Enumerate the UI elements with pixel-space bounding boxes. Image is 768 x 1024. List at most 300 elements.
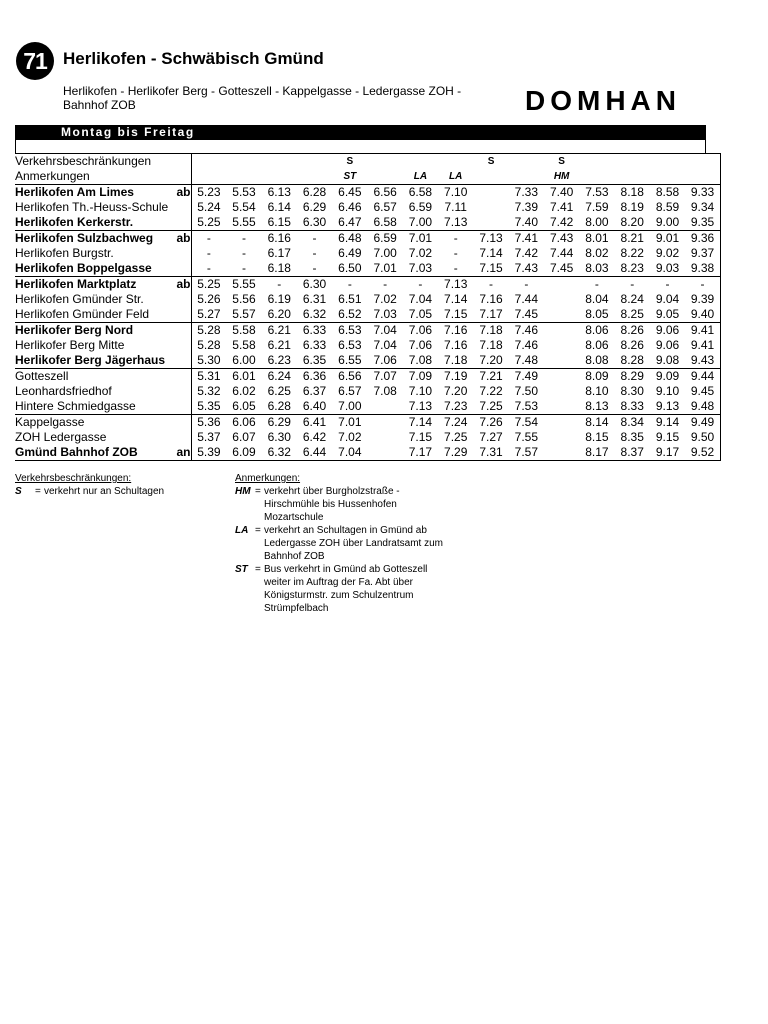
departure-time: 6.23 [267,353,291,367]
departure-time [544,353,579,369]
departure-time: 7.55 [514,430,538,444]
notes-row-cell [685,169,720,185]
departure-arrival-marker [176,246,191,261]
departure-time: 8.05 [585,307,609,321]
departure-time: 6.44 [297,445,332,461]
departure-time: 7.20 [479,353,503,367]
stop-name: Herlikofen Marktplatz [15,277,176,293]
departure-time: 6.15 [267,215,291,229]
departure-time: - [650,277,685,293]
stop-name: Herlikofer Berg Mitte [15,338,125,352]
departure-time: 7.13 [438,277,473,293]
departure-time: 9.02 [655,246,680,260]
departure-time: 5.56 [232,292,256,306]
stop-name: Herlikofen Kerkerstr. [15,215,134,229]
departure-time: 6.32 [262,445,297,461]
departure-time: 8.58 [650,185,685,201]
departure-arrival-marker [176,338,191,353]
departure-time: 7.05 [408,307,433,321]
departure-time: 6.13 [262,185,297,201]
departure-time: 9.06 [655,338,680,352]
departure-time: 6.50 [338,261,362,275]
departure-time: 7.42 [514,246,538,260]
departure-time: 6.17 [267,246,291,260]
departure-time: 7.45 [549,261,574,275]
note-legend-text: Bus verkehrt in Gmünd ab Gotteszell weiter im Auftrag der Fa. Abt über Königsturmstr. zum Schulzentrum Strümpfelbach [264,564,428,614]
departure-time: - [453,246,458,260]
departure-arrival-marker [176,430,191,445]
restrictions-row-cell [297,154,332,170]
restrictions-row-cell [650,154,685,170]
restrictions-row-cell [509,154,544,170]
departure-time: 9.37 [685,246,720,261]
departure-time: 6.51 [338,292,362,306]
stop-name: ZOH Ledergasse [15,430,107,444]
note-legend-key: LA [235,525,249,536]
departure-time: 9.45 [685,384,720,399]
stop-name: Gmünd Bahnhof ZOB [15,445,176,461]
departure-time: 9.03 [655,261,680,275]
table-row [15,307,720,323]
departure-time: 7.16 [444,338,468,352]
departure-time: 7.09 [403,369,438,385]
restrictions-row-cell: S [544,154,579,170]
departure-time [544,277,579,293]
departure-time [544,415,579,431]
departure-time: 9.44 [685,369,720,385]
stop-name: Herlikofer Berg Jägerhaus [15,353,166,367]
departure-time: 9.52 [685,445,720,461]
departure-time: 8.06 [579,323,614,339]
departure-arrival-marker [176,261,191,277]
departure-time: 6.16 [262,231,297,247]
note-legend-entry [235,563,465,615]
restrictions-row-cell [226,154,261,170]
stop-name: Herlikofen Gmünder Str. [15,292,144,306]
table-row [15,445,720,461]
notes-legend [235,472,465,615]
stop-name: Herlikofen Am Limes [15,185,176,201]
restrictions-legend [15,472,234,498]
table-row [15,277,720,293]
departure-time: 6.52 [338,307,362,321]
departure-time: 7.08 [373,384,397,398]
note-legend-equals: = [255,564,261,575]
departure-time: 6.46 [338,200,362,214]
departure-time: 6.58 [403,185,438,201]
departure-time: 5.24 [197,200,221,214]
departure-time: 9.36 [685,231,720,247]
departure-time: - [579,277,614,293]
departure-time: 6.56 [332,369,367,385]
departure-time: 7.14 [444,292,468,306]
departure-time: 9.38 [685,261,720,277]
departure-time: 9.41 [685,323,720,339]
departure-time: 6.57 [373,200,397,214]
departure-time: 6.06 [226,415,261,431]
departure-time: 8.23 [620,261,644,275]
departure-time: 7.24 [438,415,473,431]
departure-time: 5.35 [197,399,221,413]
table-row [15,353,720,369]
restrictions-legend-title: Verkehrsbeschränkungen: [15,473,132,484]
departure-time: 7.57 [509,445,544,461]
departure-time: 6.59 [367,231,402,247]
departure-time: 8.35 [620,430,644,444]
departure-time: - [367,277,402,293]
departure-time: - [473,277,508,293]
departure-time: 7.46 [509,323,544,339]
departure-time [367,430,402,445]
departure-time: 9.13 [655,399,680,413]
departure-time: 7.40 [544,185,579,201]
departure-time: 6.41 [297,415,332,431]
departure-time: 6.30 [267,430,291,444]
departure-arrival-marker [176,323,191,339]
departure-time: 9.40 [685,307,720,323]
departure-time: 5.53 [226,185,261,201]
departure-time: - [403,277,438,293]
departure-time: 9.01 [650,231,685,247]
departure-time: 6.00 [232,353,256,367]
note-legend-key: HM [235,486,251,497]
restrictions-row-cell [403,154,438,170]
departure-time [367,445,402,461]
departure-time: 8.19 [620,200,644,214]
departure-time: 6.05 [232,399,256,413]
notes-row-cell [262,169,297,185]
departure-arrival-marker [176,215,191,231]
departure-time: 8.37 [615,445,650,461]
departure-time: 8.01 [579,231,614,247]
route-stops-line-1: Herlikofen - Herlikofer Berg - Gotteszell - Kappelgasse - Ledergasse ZOH - [63,84,462,98]
departure-time: 5.25 [197,215,221,229]
departure-time: 7.53 [579,185,614,201]
departure-time: - [615,277,650,293]
departure-time [544,307,579,323]
departure-arrival-marker [176,415,191,431]
departure-time: 9.48 [685,399,720,415]
departure-time: 7.13 [408,399,433,413]
departure-time: - [191,231,226,247]
operator-logo: DOMHAN [525,85,681,116]
table-row [15,185,720,201]
departure-time: 6.09 [226,445,261,461]
table-row [15,430,720,445]
departure-time: 5.27 [197,307,221,321]
departure-time [367,415,402,431]
route-stops-description [63,84,503,112]
restrictions-row-spacer [176,154,191,170]
departure-time [544,323,579,339]
departure-time: 6.25 [267,384,291,398]
departure-arrival-marker [176,369,191,385]
departure-time: 7.07 [367,369,402,385]
departure-time: 6.29 [302,200,327,214]
departure-time: 6.40 [302,399,327,413]
departure-time: 9.00 [655,215,680,229]
departure-time: 8.02 [585,246,609,260]
departure-time: 6.28 [267,399,291,413]
departure-time [473,200,508,215]
departure-time [544,338,579,353]
notes-row-cell: ST [343,171,357,182]
departure-time: 9.08 [655,353,680,367]
departure-time: 6.59 [408,200,433,214]
notes-row-cell [473,169,508,185]
departure-time: 7.25 [444,430,468,444]
departure-time: 6.53 [332,323,367,339]
table-row [15,246,720,261]
departure-time: 7.04 [332,445,367,461]
departure-time: 7.00 [408,215,433,229]
note-legend-key: ST [235,564,248,575]
departure-time: 6.58 [373,215,397,229]
departure-time: 7.16 [438,323,473,339]
departure-time: 9.15 [655,430,680,444]
day-band: Montag bis Freitag [15,125,706,140]
departure-time: 7.01 [373,261,397,275]
stop-name: Hintere Schmiedgasse [15,399,136,413]
departure-time: 6.45 [332,185,367,201]
departure-time: 7.01 [403,231,438,247]
stop-name: Herlikofen Boppelgasse [15,261,152,275]
stop-name: Gotteszell [15,369,176,385]
restriction-legend-entry [15,485,234,498]
route-stops-line-2: Bahnhof ZOB [63,98,136,112]
departure-time: - [312,246,317,260]
departure-time: 5.32 [197,384,221,398]
table-row [15,215,720,231]
departure-time: 7.15 [408,430,433,444]
departure-time: 6.32 [302,307,327,321]
departure-time: 7.00 [338,399,362,413]
departure-time: 7.54 [509,415,544,431]
restrictions-row-cell [685,154,720,170]
table-row [15,231,720,247]
departure-time [367,399,402,415]
departure-time: 7.49 [509,369,544,385]
notes-row-label: Anmerkungen [15,169,90,183]
departure-time: 6.47 [338,215,362,229]
note-legend-equals: = [255,486,261,497]
notes-row-cell [367,169,402,185]
departure-time [544,369,579,385]
departure-time: 8.59 [655,200,680,214]
departure-time: 7.04 [367,323,402,339]
departure-arrival-marker [176,292,191,307]
departure-time: 8.17 [579,445,614,461]
departure-time: 7.40 [514,215,538,229]
departure-time: 6.53 [338,338,362,352]
departure-time: 8.08 [585,353,609,367]
departure-time: 7.27 [479,430,503,444]
departure-time: 6.56 [367,185,402,201]
table-row [15,323,720,339]
departure-time: 6.57 [338,384,362,398]
restrictions-row-cell [367,154,402,170]
restrictions-row-cell [262,154,297,170]
departure-time: 7.06 [373,353,397,367]
departure-time: 8.15 [585,430,609,444]
departure-time: 6.33 [297,323,332,339]
departure-time: 7.17 [479,307,503,321]
departure-time: 7.29 [438,445,473,461]
departure-time: - [241,261,246,275]
departure-time: 8.18 [615,185,650,201]
departure-time: 7.13 [473,231,508,247]
departure-time: 6.18 [267,261,291,275]
timetable [15,153,721,461]
departure-time: 7.50 [514,384,538,398]
departure-time: 6.24 [262,369,297,385]
departure-time: 6.29 [262,415,297,431]
departure-time: 7.22 [479,384,503,398]
departure-time: 7.43 [544,231,579,247]
departure-time: 6.14 [267,200,291,214]
departure-time: 7.03 [373,307,397,321]
departure-time: 8.14 [579,415,614,431]
departure-time: 8.00 [585,215,609,229]
departure-time: 6.07 [232,430,256,444]
departure-time: 6.21 [267,338,291,352]
departure-time: 8.34 [615,415,650,431]
departure-time: 5.23 [191,185,226,201]
departure-time [473,185,508,201]
departure-time: 7.20 [444,384,468,398]
departure-time: 7.21 [473,369,508,385]
departure-time: 6.20 [267,307,291,321]
departure-time: 5.28 [191,323,226,339]
departure-time [544,430,579,445]
departure-time: 7.18 [479,338,503,352]
departure-time: 7.02 [338,430,362,444]
departure-time: - [332,277,367,293]
departure-time: 9.05 [655,307,680,321]
departure-time: 7.10 [408,384,433,398]
notes-row [15,169,720,185]
departure-time: 7.08 [408,353,433,367]
departure-time: 9.34 [685,200,720,215]
departure-time: 7.18 [444,353,468,367]
stop-name: Herlikofen Sulzbachweg [15,231,176,247]
restriction-legend-text: verkehrt nur an Schultagen [44,486,165,497]
departure-time: 8.10 [585,384,609,398]
table-row [15,399,720,415]
notes-row-cell: LA [449,171,463,182]
departure-time: - [206,246,211,260]
notes-legend-title: Anmerkungen: [235,473,301,484]
departure-time: 7.17 [403,445,438,461]
departure-time: 5.57 [232,307,256,321]
departure-arrival-marker [176,307,191,323]
restrictions-row [15,154,720,170]
departure-time: 7.42 [549,215,574,229]
departure-time: 7.16 [479,292,503,306]
departure-time: 6.35 [302,353,327,367]
departure-time: 7.33 [509,185,544,201]
departure-time: 7.53 [514,399,538,413]
departure-arrival-marker [176,353,191,369]
stop-name: Herlikofen Th.-Heuss-Schule [15,200,169,214]
table-row [15,384,720,399]
departure-time: 5.58 [232,338,256,352]
departure-time: 7.48 [514,353,538,367]
restrictions-row-cell [191,154,226,170]
departure-time: 6.55 [338,353,362,367]
table-row [15,338,720,353]
departure-time: 8.28 [620,353,644,367]
note-legend-equals: = [255,525,261,536]
departure-time: 7.15 [444,307,468,321]
departure-time: 6.02 [232,384,256,398]
notes-row-cell [650,169,685,185]
departure-time: 5.31 [191,369,226,385]
departure-time: 7.46 [514,338,538,352]
departure-time [544,399,579,415]
departure-time: 8.26 [620,338,644,352]
departure-time: 7.31 [473,445,508,461]
departure-time: - [685,277,720,293]
note-legend-text: verkehrt an Schultagen in Gmünd ab Ledergasse ZOH über Landratsamt zum Bahnhof ZOB [264,525,443,562]
departure-time: 7.18 [473,323,508,339]
departure-time: 9.04 [655,292,680,306]
departure-time: 8.06 [585,338,609,352]
departure-time: 9.43 [685,353,720,369]
departure-time: 5.55 [232,215,256,229]
departure-time: 7.14 [403,415,438,431]
departure-time: 5.36 [191,415,226,431]
stop-name: Herlikofer Berg Nord [15,323,176,339]
departure-time: 6.30 [297,277,332,293]
restrictions-row-cell [438,154,473,170]
departure-time: - [206,261,211,275]
departure-arrival-marker: ab [176,231,191,245]
departure-time: - [438,231,473,247]
notes-row-cell [509,169,544,185]
departure-time: 7.01 [332,415,367,431]
table-row [15,292,720,307]
notes-row-cell [615,169,650,185]
table-top-spacer [15,140,706,153]
departure-time: 5.55 [226,277,261,293]
departure-time: 9.49 [685,415,720,431]
table-row [15,261,720,277]
departure-time: 7.06 [408,338,433,352]
departure-time: 8.30 [620,384,644,398]
departure-time: 5.54 [232,200,256,214]
departure-time: 7.00 [373,246,397,260]
notes-row-cell: LA [413,171,428,182]
departure-time [544,384,579,399]
departure-arrival-marker: ab [176,277,191,291]
departure-time: 6.31 [302,292,327,306]
departure-time: 5.28 [197,338,221,352]
departure-arrival-marker [176,399,191,415]
departure-time: 7.15 [479,261,503,275]
departure-time [544,445,579,461]
departure-time [473,215,508,231]
departure-time: 9.41 [685,338,720,353]
notes-row-cell [226,169,261,185]
departure-time: - [262,277,297,293]
stop-name: Kappelgasse [15,415,176,431]
departure-time: 6.28 [297,185,332,201]
restriction-legend-key: S [15,486,22,497]
notes-row-cell [297,169,332,185]
departure-time: 7.25 [479,399,503,413]
departure-time: 6.49 [338,246,362,260]
